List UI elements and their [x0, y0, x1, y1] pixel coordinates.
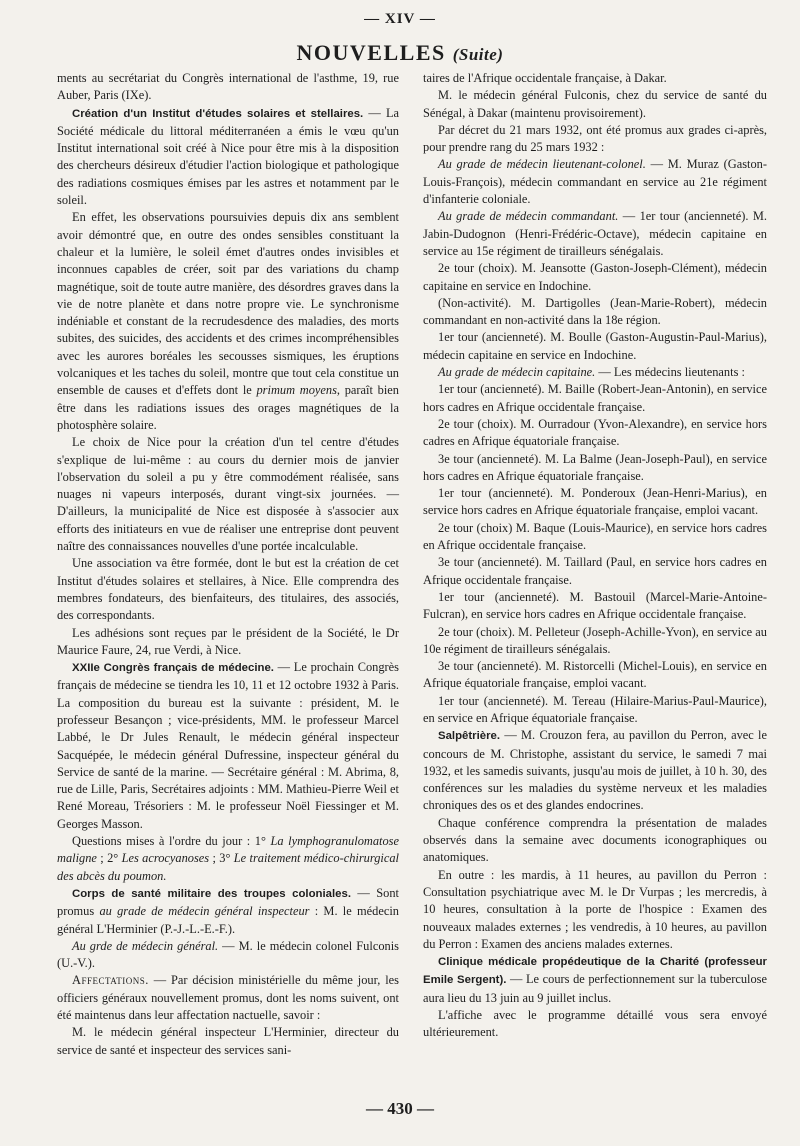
page-roman-numeral: — XIV —: [364, 11, 436, 27]
promotion-item: 2e tour (choix). M. Ourradour (Yvon-Alexandre), en service hors cadres en Afrique équatoriale française.: [423, 416, 767, 449]
promotion-item: 1er tour (ancienneté). M. Tereau (Hilaire-Marius-Paul-Maurice), en service en Afrique équatoriale française.: [423, 693, 767, 725]
promotion-item: 1er tour (ancienneté). M. Ponderoux (Jean-Henri-Marius), en service hors cadres en Afrique équatoriale française, emploi vacant.: [423, 486, 767, 518]
paragraph: ments au secrétariat du Congrès international de l'asthme, 19, rue Auber, Paris (IXe).: [57, 71, 399, 103]
paragraph: M. le médecin général inspecteur L'Herminier, directeur du service de santé et inspecteur des services sani-: [57, 1025, 399, 1057]
promotion-item: 3e tour (ancienneté). M. Taillard (Paul, en service hors cadres en Afrique occidentale française.: [423, 555, 767, 587]
promotion-item: 1er tour (ancienneté). M. Bastouil (Marcel-Marie-Antoine-Fulcran), en service hors cadres en Afrique occidentale française.: [423, 589, 767, 622]
promotion-item: 3e tour (ancienneté). M. Ristorcelli (Michel-Louis), en service en Afrique équatoriale française, emploi vacant.: [423, 659, 767, 691]
paragraph: 2e tour (choix). M. Jeansotte (Gaston-Joseph-Clément), médecin capitaine en service en Indochine.: [423, 261, 767, 293]
section-heading: Création d'un Institut d'études solaires et stellaires.: [72, 107, 364, 120]
paragraph: Le choix de Nice pour la création d'un tel centre d'études s'explique de lui-même : au cours du dernier mois de janvier l'observation du soleil a pu y être commodément réalisée, sans nuages ni vapeurs interposés, durant vingt-six journées. — D'ailleurs, la municipalité de Nice est disposée à s'associer aux efforts des initiateurs en vue de réaliser une entreprise dont peuvent naître des connaissances nouvelles d'une portée incalculable.: [57, 435, 399, 554]
page-title: [0, 40, 800, 66]
paragraph: M. le médecin général Fulconis, chez du service de santé du Sénégal, à Dakar (maintenu provisoirement).: [423, 88, 767, 120]
paragraph: Affectations. — Par décision ministérielle du même jour, les officiers généraux nouvellement promus, dont les noms suivent, ont été maintenus dans leur affectation nactuelle, savoir :: [57, 973, 399, 1023]
paragraph: Au grade de médecin commandant. — 1er tour (ancienneté). M. Jabin-Dudognon (Henri-Frédéric-Octave), médecin capitaine en service au 15e régiment de tirailleurs sénégalais.: [423, 209, 767, 258]
promotion-item: 1er tour (ancienneté). M. Baille (Robert-Jean-Antonin), en service hors cadres en Afrique occidentale française.: [423, 382, 767, 414]
paragraph: En effet, les observations poursuivies depuis dix ans semblent avoir démontré que, en outre des ondes sensibles constituant la chaleur et la lumière, le soleil émet d'autres ondes invisibles et inconnues capables de créer, soit par des variations du champ magnétique, soit de toute autre manière, des désordres graves dans la vie de notre planète et dans notre propre vie. Le synchronisme indéniable et constant de la recrudesdence des maladies, des morts subites, des suicides, des accidents et des crimes incompréhensibles avec les aurores boréales les secousses sismiques, les éruptions volcaniques et les taches du soleil, montre que tout cela constitue un ensemble de causes et d'effets dont le primum moyens, paraît bien être dans les radiations issues des orages magnétiques de la photosphère solaire.: [57, 210, 400, 432]
paragraph: Chaque conférence comprendra la présentation de malades observés dans la semaine avec documents iconographiques ou anatomiques.: [423, 815, 767, 865]
charite-clinic-paragraph: Clinique médicale propédeutique de la Charité (professeur Emile Sergent). — Le cours de perfectionnement sur la tuberculose aura lieu du 13 juin au 9 juillet inclus.: [423, 956, 768, 1005]
section-heading: Clinique médicale propédeutique de la Charité (professeur Emile Sergent).: [423, 956, 767, 987]
promotion-item: 2e tour (choix) M. Baque (Louis-Maurice), en service hors cadres en Afrique occidentale française.: [423, 520, 767, 553]
paragraph: Au grade de médecin capitaine. — Les médecins lieutenants :: [438, 365, 745, 380]
right-column: [423, 70, 767, 1042]
salpetriere-paragraph: Salpêtrière. — M. Crouzon fera, au pavillon du Perron, avec le concours de M. Christophe, assistant du service, le samedi 7 mai 1932, et les samedis suivants, jusqu'au mois de juillet, à 10 h. 30, des conférences sur les maladies du système nerveux et les maladies chroniques des os et des glandes endocrines.: [423, 728, 767, 813]
promotion-item: 3e tour (ancienneté). M. La Balme (Jean-Joseph-Paul), en service hors cadres en Afrique équatoriale française.: [423, 451, 767, 483]
colonial-troops-paragraph: Corps de santé militaire des troupes coloniales. — Sont promus au grade de médecin général inspecteur : M. le médecin général L'Herminier (P.-J.-L.-E.-F.).: [57, 885, 399, 936]
paragraph: L'affiche avec le programme détaillé vous sera envoyé ultérieurement.: [423, 1008, 767, 1040]
title-text: NOUVELLES: [296, 40, 446, 65]
page-number: — 430 —: [366, 1099, 434, 1118]
paragraph: Les adhésions sont reçues par le président de la Société, le Dr Maurice Faure, 24, rue Verdi, à Nice.: [57, 625, 399, 657]
paragraph: 1er tour (ancienneté). M. Boulle (Gaston-Augustin-Paul-Marius), médecin capitaine en service en Indochine.: [423, 330, 767, 362]
promotion-item: 2e tour (choix). M. Pelleteur (Joseph-Achille-Yvon), en service au 10e régiment de tirailleurs sénégalais.: [423, 624, 767, 656]
paragraph: En outre : les mardis, à 11 heures, au pavillon du Perron : Consultation psychiatrique avec M. le Dr Vurpas ; les mercredis, à 10 heures, consultation à la porte de l'hospice : Examen des nouveaux malades externes ; les vendredis, à 10 heures, au pavillon du Perron : Examen des anciens malades externes.: [423, 867, 767, 951]
paragraph: Une association va être formée, dont le but est la création de cet Institut d'études solaires et stellaires, à Nice. Elle comprendra des membres fondateurs, des bienfaiteurs, des titulaires, des associés, des correspondants.: [57, 556, 399, 623]
title-suffix: (Suite): [452, 45, 504, 64]
paragraph: Questions mises à l'ordre du jour : 1° La lymphogranulomatose maligne ; 2° Les acrocyanoses ; 3° Le traitement médico-chirurgical des abcès du poumon.: [57, 834, 400, 883]
section-heading: Corps de santé militaire des troupes coloniales.: [72, 887, 351, 900]
solar-institute-paragraph: Création d'un Institut d'études solaires et stellaires. — La Société médicale du littoral méditerranéen a émis le vœu qu'un Institut international soit créé à Nice pour être mis à la disposition des chercheurs désireux d'étudier l'action biologique et pathologique des radiations cosmiques émises par les astres et notamment par le soleil.: [57, 105, 400, 208]
paragraph: (Non-activité). M. Dartigolles (Jean-Marie-Robert), médecin commandant en non-activité dans la 18e région.: [423, 295, 767, 328]
paragraph: Au grde de médecin général. — M. le médecin colonel Fulconis (U.-V.).: [57, 938, 399, 971]
section-heading: XXIIe Congrès français de médecine.: [72, 662, 274, 675]
left-column: [57, 70, 399, 1059]
paragraph: Au grade de médecin lieutenant-colonel. — M. Muraz (Gaston-Louis-François), médecin commandant en service au 21e régiment d'infanterie coloniale.: [423, 157, 767, 207]
congress-paragraph: XXIIe Congrès français de médecine. — Le prochain Congrès français de médecine se tiendra les 10, 11 et 12 octobre 1932 à Paris. La composition du bureau est la suivante : président, M. le professeur Besançon ; vice-présidents, MM. le professeur Marcel Labbé, le Dr Jules Renault, le médecin général inspecteur Sacquépée, le médecin général Dufressine, inspecteur général du Service de santé de la marine. — Secrétaire général : M. Abrima, 8, rue de Lille, Paris, Secrétaires adjoints : MM. Mathieu-Pierre Weil et René Moreau, Trésoriers : M. le professeur Noël Fiessinger et M. Georges Masson.: [57, 660, 399, 831]
paragraph: Par décret du 21 mars 1932, ont été promus aux grades ci-après, pour prendre rang du 25 mars 1932 :: [423, 122, 767, 155]
paragraph: taires de l'Afrique occidentale française, à Dakar.: [423, 71, 667, 85]
section-heading: Salpêtrière.: [438, 730, 501, 743]
